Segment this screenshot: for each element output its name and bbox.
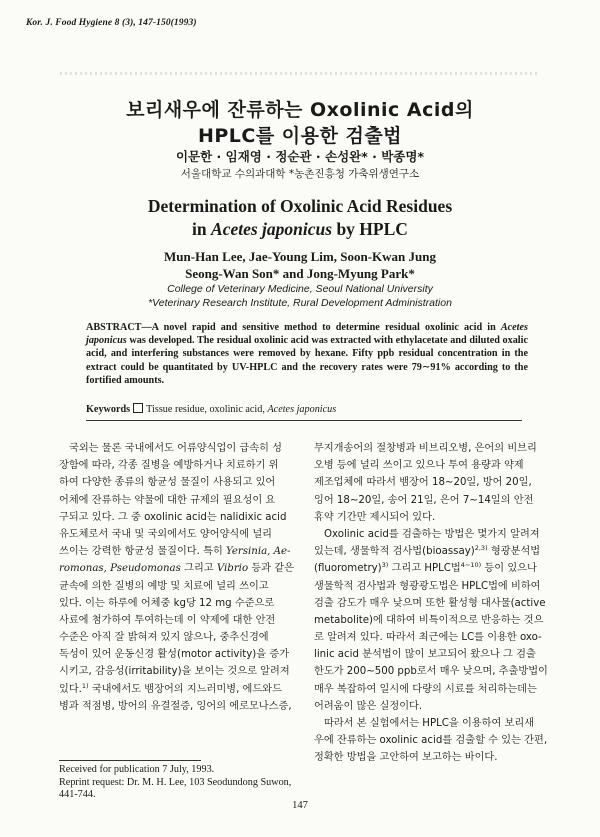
- korean-title-line-2: HPLC를 이용한 검출법: [197, 125, 403, 147]
- english-authors-line-1: Mun-Han Lee, Jae-Young Lim, Soon-Kwan Jung: [164, 249, 436, 264]
- body-line: 휴약 기간만 제시되어 있다.: [314, 511, 436, 523]
- body-text: 있는데, 생물학적 검사법(bioassay): [314, 546, 475, 558]
- body-text: 등과 같은: [248, 563, 294, 575]
- body-line: 어려움이 많은 실정이다.: [314, 700, 423, 712]
- citation-ref: 1): [81, 681, 89, 690]
- journal-header: Kor. J. Food Hygiene 8 (3), 147-150(1993): [26, 18, 197, 28]
- korean-title-line-1: 보리새우에 잔류하는 Oxolinic Acid의: [126, 99, 474, 121]
- body-line: 검출 감도가 매우 낮으며 또한 활성형 대사물(active: [314, 597, 546, 609]
- english-title-line-1: Determination of Oxolinic Acid Residues: [147, 196, 453, 216]
- species-name: Yersinia, Ae-: [226, 546, 291, 558]
- citation-ref: 3): [381, 561, 389, 570]
- keywords-label: Keywords: [86, 404, 131, 415]
- body-line: 잉어 18∼20일, 송어 21일, 은어 7∼14일의 안전: [314, 494, 534, 506]
- body-text: 형광분석법: [487, 546, 541, 558]
- body-line: 구되고 있다. 그 중 oxolinic acid는 nalidixic acid: [59, 511, 287, 523]
- body-line: 생물학적 검사법과 형광광도법은 HPLC법에 비하여: [314, 580, 541, 592]
- body-line: [59, 560, 309, 577]
- english-affiliation-line-1: College of Veterinary Medicine, Seoul National University: [167, 283, 433, 295]
- keywords-species: Acetes japonicus: [267, 404, 337, 415]
- body-line: 로 알려져 있다. 따라서 최근에는 LC를 이용한 oxo-: [314, 632, 542, 644]
- english-affiliation-line-2: *Veterinary Research Institute, Rural Development Administration: [148, 297, 452, 309]
- title-prefix: in: [192, 219, 212, 239]
- english-authors-line-2: Seong-Wan Son* and Jong-Myung Park*: [185, 266, 415, 281]
- abstract-text-1: ABSTRACT—A novel rapid and sensitive method to determine residual oxolinic acid in: [86, 322, 501, 333]
- body-line: 유도체로서 국내 및 국외에서도 양어양식에 널리: [59, 528, 273, 540]
- scan-noise-line: [60, 72, 540, 75]
- body-text: (fluorometry): [314, 563, 382, 575]
- body-text: 그리고: [180, 563, 217, 575]
- body-line: 수준은 아직 잘 밝혀져 있지 않으나, 중추신경에: [59, 632, 269, 644]
- checkbox-square-icon: [133, 403, 143, 413]
- body-line: 무지개송어의 절창병과 비브리오병, 은어의 비브리: [314, 443, 537, 454]
- footnote-reprint: Reprint request: Dr. M. H. Lee, 103 Seodundong Suwon, 441-744.: [59, 776, 292, 800]
- body-line: 국외는 물론 국내에서도 어류양식업이 급속히 성: [69, 443, 283, 454]
- keywords-divider: [86, 420, 522, 421]
- abstract-text-2: was developed. The residual oxolinic acid was extracted with ethylacetate and diluted oxalic acid, and interfering substances were removed by hexane. Fifty ppb residual concentration in the extract could be quantitated by UV-HPLC and the recovery rates were 79∼91% according to the fortified amounts.: [86, 335, 528, 386]
- body-line: linic acid 분석법이 많이 보고되어 왔으나 그 검출: [314, 649, 536, 661]
- body-line: 제조업체에 따라서 뱀장어 18∼20일, 방어 20일,: [314, 477, 532, 489]
- korean-authors: 이문한 · 임재영 · 정순관 · 손성완* · 박종명*: [175, 149, 424, 164]
- body-line: 한도가 200∼500 ppb로서 매우 낮으며, 추출방법이: [314, 666, 548, 678]
- body-line: [59, 543, 309, 560]
- body-line: metabolite)에 대하여 비특이적으로 반응하는 것으: [314, 614, 544, 626]
- footnote-divider: [59, 760, 201, 761]
- body-text: 쓰이는 강력한 항균성 물질이다. 특히: [59, 546, 227, 558]
- body-line: 장함에 따라, 각종 질병을 예방하거나 치료하기 위: [59, 460, 279, 472]
- title-species: Acetes japonicus: [211, 219, 333, 239]
- body-line: [59, 681, 309, 698]
- body-text: 등이 있으나: [481, 563, 537, 575]
- body-line: 정확한 방법을 고안하여 보고하는 바이다.: [314, 752, 498, 764]
- citation-ref: 2,3): [474, 544, 488, 553]
- keywords: [86, 403, 336, 415]
- footnote: [59, 764, 309, 802]
- body-line: 균속에 의한 질병의 예방 및 치료에 널리 쓰이고: [59, 580, 269, 592]
- footnote-received: Received for publication 7 July, 1993.: [59, 764, 215, 775]
- body-line: 우에 잔류하는 oxolinic acid를 검출할 수 있는 간편,: [314, 735, 548, 747]
- body-line: 사료에 첨가하여 투여하는데 이 약제에 대한 안전: [59, 614, 276, 626]
- body-line: 있다. 이는 하루에 어체중 kg당 12 mg 수준으로: [59, 597, 275, 609]
- abstract-species: Acetes japonicus: [86, 322, 528, 347]
- species-name: romonas, Pseudomonas: [59, 563, 181, 575]
- body-line: 어체에 잔류하는 약물에 대한 규제의 필요성이 요: [59, 494, 276, 506]
- abstract: [86, 321, 528, 387]
- body-line: [314, 543, 558, 560]
- english-title-line-2: [0, 219, 600, 240]
- body-line: 오병 등에 널리 쓰이고 있으나 투여 용량과 약제: [314, 460, 524, 472]
- title-suffix: by HPLC: [332, 219, 408, 239]
- right-column: [314, 440, 558, 767]
- body-line: 매우 복잡하여 일시에 다량의 시료를 처리하는데는: [314, 683, 537, 695]
- body-line: 따라서 본 실험에서는 HPLC을 이용하여 보리새: [324, 718, 535, 729]
- body-text: 국내에서도 뱀장어의 지느러미병, 에드와드: [88, 683, 282, 695]
- korean-affiliation: 서울대학교 수의과대학 *농촌진흥청 가축위생연구소: [180, 168, 420, 180]
- body-text: 그리고 HPLC법: [388, 563, 461, 575]
- body-text: 있다.: [59, 683, 82, 695]
- body-line: 하여 다양한 종류의 항균성 물질이 사용되고 있어: [59, 477, 276, 489]
- keywords-text: Tissue residue, oxolinic acid,: [146, 404, 268, 415]
- body-line: Oxolinic acid를 검출하는 방법은 몇가지 알려져: [324, 528, 540, 540]
- citation-ref: 4∼10): [460, 561, 482, 570]
- body-line: 독성이 있어 운동신경 활성(motor activity)을 증가: [59, 649, 290, 661]
- body-line: 병과 적점병, 방어의 유결절증, 잉어의 에로모나스증,: [59, 700, 292, 712]
- page-number: 147: [292, 800, 308, 811]
- left-column: [59, 440, 309, 715]
- species-name: Vibrio: [216, 563, 249, 575]
- body-line: 시키고, 감응성(irritability)을 보이는 것으로 알려져: [59, 666, 290, 678]
- body-line: [314, 560, 558, 577]
